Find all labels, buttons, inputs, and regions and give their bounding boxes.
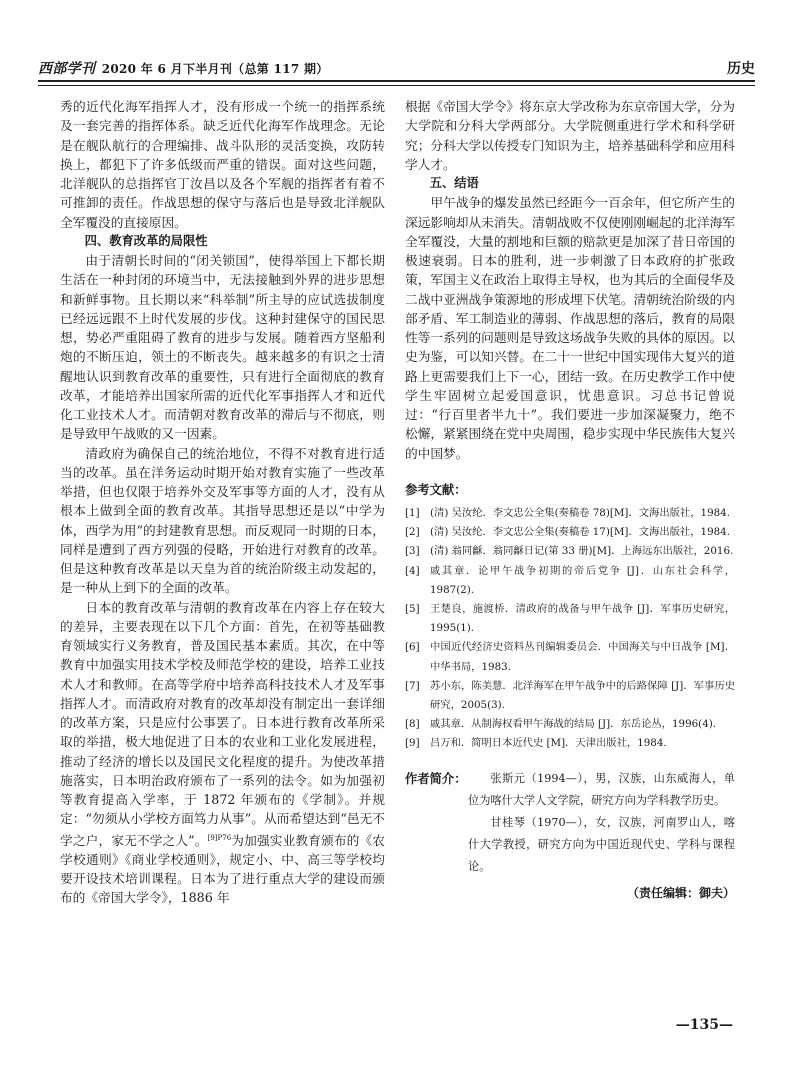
reference-item [405, 734, 735, 753]
paragraph-text: 为加强实业教育颁布的《农学校通则》《商业学校通则》，规定小、中、高三等学校均要开设技术培训课程。日本为了进行重点大学的建设而颁布的《帝国大学令》，1886 年 [60, 832, 385, 906]
reference-text: 戚其章．论甲午战争初期的帝后党争 [J]．山东社会科学，1987(2). [430, 564, 735, 596]
author-info [405, 768, 735, 878]
reference-text: (清) 吴汝纶．李文忠公全集(奏稿卷 17)[M]．文海出版社，1984. [430, 526, 731, 539]
reference-number: [3] [405, 545, 420, 558]
reference-item [405, 542, 735, 561]
reference-text: (清) 吴汝纶．李文忠公全集(奏稿卷 78)[M]．文海出版社，1984. [430, 507, 731, 519]
page-header [38, 38, 755, 80]
reference-number: [4] [405, 564, 420, 577]
reference-number: [1] [405, 507, 420, 519]
reference-text: 苏小东，陈美慧．北洋海军在甲午战争中的后路保障 [J]．军事历史研究，2005(3). [430, 679, 735, 712]
reference-text: 戚其章．从制海权看甲午海战的结局 [J]．东岳论丛，1996(4). [430, 718, 717, 731]
reference-item [405, 523, 735, 542]
paragraph: 清政府为确保自己的统治地位，不得不对教育进行适当的改革。虽在洋务运动时期开始对教育实施了一些改革举措，但也仅限于培养外交及军事等方面的人才，没有从根本上做到全面的教育改革。其指导思想还是以“中学为体，西学为用”的封建教育思想。而反观同一时期的日本，同样是遭到了西方列强的侵略，开始进行对教育的改革。但是这种教育改革是以天皇为首的统治阶级主动发起的，是一种从上到下的全面的改革。 [60, 445, 385, 596]
paragraph: 由于清朝长时间的“闭关锁国”，使得举国上下都长期生活在一种封闭的环境当中，无法接触到外界的进步思想和新鲜事物。且长期以来“科举制”所主导的应试选拔制度已经远远跟不上时代发展的步伐。这种封建保守的国民思想，势必严重阻碍了教育的进步与发展。随着西方坚船利炮的不断压迫，领土的不断丧失。越来越多的有识之士清醒地认识到教育改革的重要性，只有进行全面彻底的教育改革，才能培养出国家所需的近代化军事指挥人才和近代化工业技术人才。而清朝对教育改革的滞后与不彻底，则是导致甲午战败的又一因素。 [60, 253, 385, 442]
reference-item [405, 715, 735, 734]
page-number: —135— [675, 1017, 733, 1033]
reference-text: (清) 翁同龢．翁同龢日记(第 33 册)[M]．上海远东出版社，2016. [430, 545, 734, 558]
paragraph: 根据《帝国大学令》将东京大学改称为东京帝国大学，分为大学院和分科大学两部分。大学院侧重进行学术和科学研究；分科大学以传授专门知识为主，培养基础科学和应用科学人才。 [405, 99, 735, 172]
references-list [405, 504, 735, 754]
journal-info [38, 58, 329, 78]
reference-item [405, 504, 735, 523]
reference-number: [9] [405, 737, 420, 750]
author-label: 作者简介： [405, 771, 467, 786]
reference-item [405, 677, 735, 715]
left-column [60, 97, 385, 908]
reference-number: [2] [405, 526, 420, 539]
reference-item [405, 562, 735, 600]
responsible-editor: （责任编辑：御夫） [626, 885, 735, 900]
reference-number: [6] [405, 641, 420, 654]
reference-item [405, 600, 735, 638]
reference-number: [5] [405, 603, 420, 616]
reference-number: [7] [405, 679, 420, 692]
paragraph-text: 日本的教育改革与清朝的教育改革在内容上存在较大的差异，主要表现在以下几个方面：首先，在初等基础教育领域实行义务教育，普及国民基本素质。其次，在中等教育中加强实用技术学校及师范学校的建设，培养工业技术人才和教师。在高等学府中培养高科技技术人才及军事指挥人才。而清政府对教育的改革却没有制定出一套详细的改革方案，只是应付公事罢了。日本进行教育改革所采取的举措，极大地促进了日本的农业和工业化发展进程，推动了经济的增长以及国民文化程度的提升。为使改革措施落实，日本明治政府颁布了一系列的法令。如为加强初等教育提高入学率，于 1872 年颁布的《学制》。并规定：“勿须从小学校方面笃力从事”。从而希望达到“邑无不学之户，家无不学之人”。 [60, 599, 385, 848]
citation-superscript: [9]P76 [207, 833, 232, 842]
author-bio: 张斯元（1994—），男，汉族，山东威海人，单位为喀什大学人文学院，研究方向为学科教学历史。 [468, 771, 735, 807]
issue-info: 2020 年 6 月下半月刊（总第 117 期） [101, 62, 329, 76]
reference-number: [8] [405, 718, 420, 731]
reference-text: 王楚良，施渡桥．清政府的战备与甲午战争 [J]．军事历史研究，1995(1). [430, 603, 735, 635]
reference-text: 吕万和．简明日本近代史 [M]．天津出版社，1984. [430, 737, 667, 750]
paragraph: 甲午战争的爆发虽然已经距今一百余年，但它所产生的深远影响却从未消失。清朝战败不仅使刚刚崛起的北洋海军全军覆没，大量的割地和巨额的赔款更是加深了昔日帝国的极速衰弱。日本的胜利，进一步刺激了日本政府的扩张政策，军国主义在政治上取得主导权，也为其后的全面侵华及二战中亚洲战争策源地的形成埋下伏笔。清朝统治阶级的内部矛盾、军工制造业的薄弱、作战思想的落后，教育的局限性等一系列的问题则是导致这场战争失败的具体的原因。以史为鉴，可以知兴替。在二十一世纪中国实现伟大复兴的道路上更需要我们上下一心，团结一致。在历史教学工作中使学生牢固树立起爱国意识，忧患意识。习总书记曾说过：“行百里者半九十”。我们要进一步加深凝聚力，绝不松懈，紧紧围绕在党中央周围，稳步实现中华民族伟大复兴的中国梦。 [405, 195, 735, 461]
section-heading-4: 四、教育改革的局限性 [84, 233, 208, 248]
header-rule-thick [38, 80, 755, 82]
reference-text: 中国近代经济史资料丛刊编辑委员会．中国海关与中日战争 [M]．中华书局，1983. [430, 641, 735, 673]
header-rule-thin [38, 85, 755, 86]
journal-title: 西部学刊 [38, 61, 96, 77]
reference-item [405, 638, 735, 676]
right-column [405, 97, 735, 903]
section-label: 历史 [727, 61, 755, 77]
references-title: 参考文献： [405, 482, 467, 497]
paragraph-with-citation [60, 598, 385, 908]
author-bio: 甘桂琴（1970—），女，汉族，河南罗山人，喀什大学教授，研究方向为中国近现代史、学科与课程论。 [468, 815, 735, 873]
section-heading-5: 五、结语 [429, 176, 479, 190]
paragraph: 秀的近代化海军指挥人才，没有形成一个统一的指挥系统及一套完善的指挥体系。缺乏近代化海军作战理念。无论是在舰队航行的合理编排、战斗队形的灵活变换，攻防转换上，都犯下了许多低级而严重的错误。面对这些问题，北洋舰队的总指挥官丁汝昌以及各个军舰的指挥者有着不可推卸的责任。作战思想的保守与落后也是导致北洋舰队全军覆没的直接原因。 [60, 99, 385, 230]
